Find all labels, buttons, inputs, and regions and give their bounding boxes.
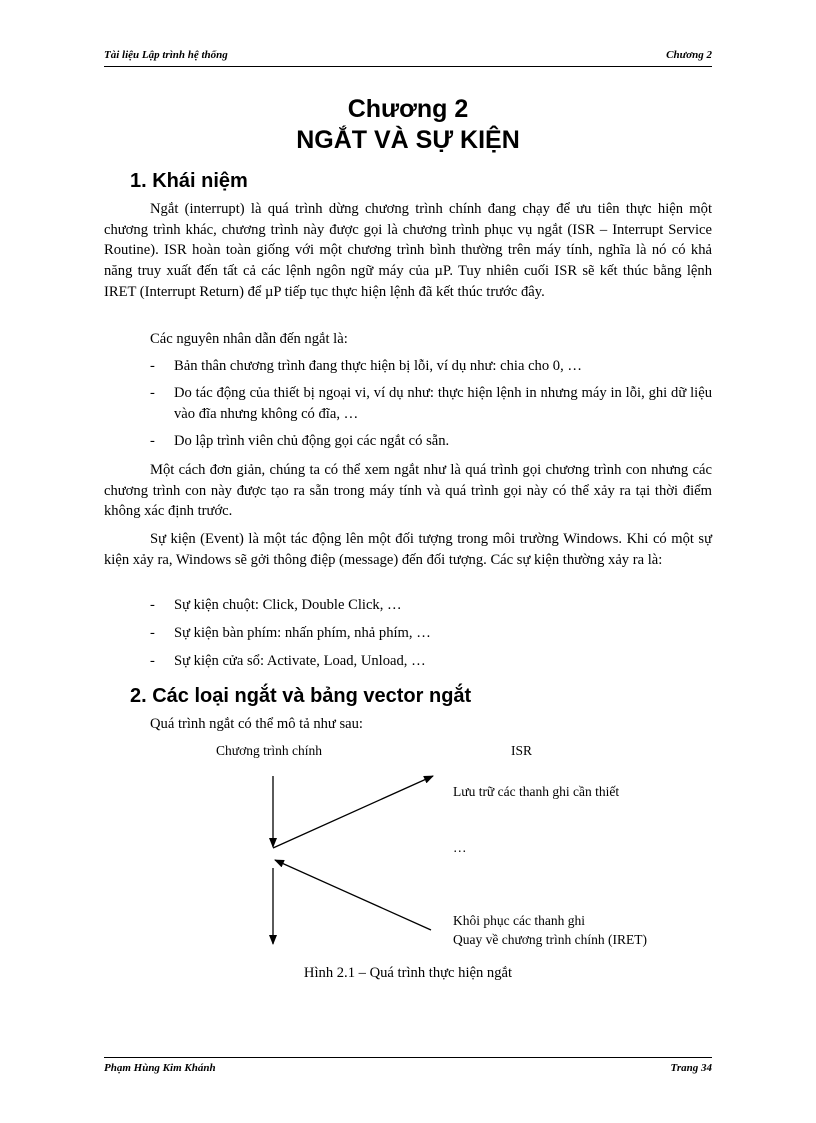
footer-page-number: Trang 34 bbox=[670, 1062, 712, 1074]
cause-text-3: Do lập trình viên chủ động gọi các ngắt có sẵn. bbox=[174, 433, 450, 449]
header-right: Chương 2 bbox=[666, 49, 712, 61]
bullet-dash: - bbox=[150, 653, 155, 669]
isr-label: ISR bbox=[511, 743, 533, 758]
event-text-3: Sự kiện cửa sổ: Activate, Load, Unload, … bbox=[174, 653, 426, 669]
section-1-heading: 1. Khái niệm bbox=[130, 170, 248, 192]
restore-registers-label: Khôi phục các thanh ghi bbox=[453, 913, 585, 928]
paragraph-interrupt-definition: Ngắt (interrupt) là quá trình dừng chương trình chính đang chạy để ưu tiên thực hiện một chương trình khác, chương trình này được gọi là chương trình phục vụ ngắt (ISR – Interrupt Service Routine). ISR hoàn toàn giống với một chương trình bình thường trên máy tính, nghĩa là nó có khả năng truy xuất đến tất cả các lệnh ngôn ngữ máy của µP. Tuy nhiên cuối ISR sẽ kết thúc bằng lệnh IRET (Interrupt Return) để µP tiếp tục thực hiện lệnh đã kết thúc trước đây. bbox=[104, 201, 712, 300]
cause-text-1: Bản thân chương trình đang thực hiện bị lỗi, ví dụ như: chia cho 0, … bbox=[174, 358, 582, 374]
causes-intro: Các nguyên nhân dẫn đến ngắt là: bbox=[150, 331, 348, 347]
bullet-dash: - bbox=[150, 625, 155, 641]
bullet-dash: - bbox=[150, 433, 155, 449]
bullet-dash: - bbox=[150, 597, 155, 613]
section-2-heading: 2. Các loại ngắt và bảng vector ngắt bbox=[130, 685, 472, 707]
return-main-label: Quay về chương trình chính (IRET) bbox=[453, 932, 648, 947]
paragraph-interrupt-subroutine: Một cách đơn giản, chúng ta có thể xem ngắt như là quá trình gọi chương trình con nhưng các chương trình con này được tạo ra sẵn trong máy tính và quá trình gọi này có thể xảy ra tại thời điểm không xác định trước. bbox=[104, 462, 712, 520]
footer-author: Phạm Hùng Kim Khánh bbox=[104, 1062, 216, 1074]
chapter-title: NGẮT VÀ SỰ KIỆN bbox=[296, 126, 520, 154]
event-text-1: Sự kiện chuột: Click, Double Click, … bbox=[174, 597, 402, 613]
bullet-dash: - bbox=[150, 385, 155, 401]
arrow-return-from-isr bbox=[275, 860, 431, 930]
chapter-number: Chương 2 bbox=[347, 95, 469, 123]
diagram-intro: Quá trình ngắt có thể mô tả như sau: bbox=[150, 716, 363, 732]
figure-caption: Hình 2.1 – Quá trình thực hiện ngắt bbox=[303, 965, 513, 981]
save-registers-label: Lưu trữ các thanh ghi cần thiết bbox=[453, 784, 620, 799]
header-left: Tài liệu Lập trình hệ thống bbox=[104, 49, 228, 61]
bullet-dash: - bbox=[150, 358, 155, 374]
event-text-2: Sự kiện bàn phím: nhấn phím, nhả phím, … bbox=[174, 625, 431, 641]
paragraph-event-definition: Sự kiện (Event) là một tác động lên một đối tượng trong môi trường Windows. Khi có một sự kiện xảy ra, Windows sẽ gởi thông điệp (message) đến đối tượng. Các sự kiện thường xảy ra là: bbox=[104, 531, 712, 568]
main-program-label: Chương trình chính bbox=[216, 743, 322, 758]
cause-text-2: Do tác động của thiết bị ngoại vi, ví dụ như: thực hiện lệnh in nhưng máy in lỗi, ghi dữ liệu vào đĩa nhưng không có đĩa, … bbox=[174, 385, 712, 422]
ellipsis-label: … bbox=[453, 840, 467, 855]
footer-rule bbox=[104, 1057, 712, 1058]
arrow-to-isr bbox=[273, 776, 433, 848]
